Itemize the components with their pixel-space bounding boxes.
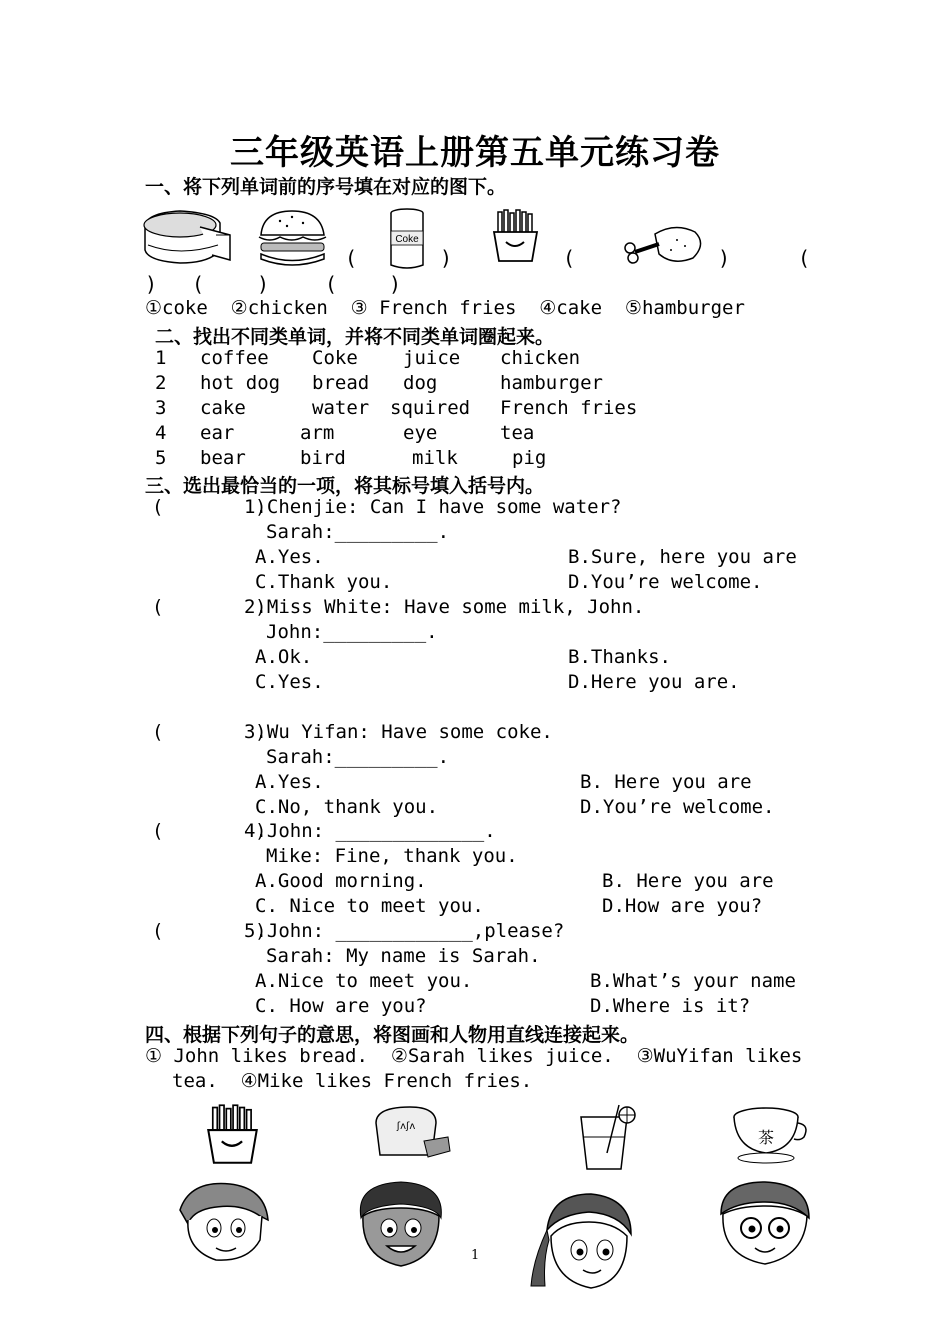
- word-option[interactable]: ear: [200, 422, 235, 444]
- page-title: 三年级英语上册第五单元练习卷: [230, 133, 720, 173]
- word-option[interactable]: eye: [403, 422, 438, 444]
- answer-bracket-open: (: [345, 246, 358, 270]
- response-line: Sarah:_________.: [266, 746, 450, 768]
- question-text: 2.Miss White: Have some milk, John.: [244, 596, 645, 618]
- option-a: A.Good morning.: [255, 870, 427, 892]
- hamburger-picture: [255, 207, 330, 270]
- question-text: 4.John: _____________.: [244, 820, 496, 842]
- answer-bracket-close: ): [145, 272, 158, 296]
- coke-label: Coke: [395, 234, 419, 245]
- girl-face-sarah: [527, 1190, 649, 1290]
- question-text: 5.John: ____________,please?: [244, 920, 565, 942]
- answer-bracket[interactable]: ( ): [152, 920, 267, 942]
- answer-bracket[interactable]: ( ): [152, 596, 267, 618]
- section-1-options: ①coke ②chicken ③ French fries ④cake ⑤hamburger: [145, 297, 745, 319]
- answer-bracket-close: ): [257, 272, 270, 296]
- option-d: D.Where is it?: [590, 995, 751, 1017]
- french-fries-picture: [488, 208, 543, 263]
- answer-bracket[interactable]: ( ): [152, 496, 267, 518]
- row-number: 3: [155, 397, 167, 419]
- word-option[interactable]: arm: [300, 422, 335, 444]
- tea-char: 茶: [757, 1128, 775, 1147]
- boy-face-glasses: [715, 1178, 815, 1268]
- word-option[interactable]: water: [312, 397, 370, 419]
- row-number: 4: [155, 422, 167, 444]
- page-number: 1: [471, 1248, 480, 1263]
- answer-bracket-close: ): [389, 272, 402, 296]
- option-b: B.What’s your name: [590, 970, 796, 992]
- question-text: 3.Wu Yifan: Have some coke.: [244, 721, 553, 743]
- bread-picture: [370, 1103, 452, 1161]
- word-option[interactable]: bread: [312, 372, 370, 394]
- answer-bracket-open: (: [798, 246, 811, 270]
- answer-bracket[interactable]: ( ): [152, 820, 267, 842]
- option-a: A.Yes.: [255, 771, 324, 793]
- section-4-sentence-line-1: ① John likes bread. ②Sarah likes juice. ③WuYifan likes: [145, 1045, 803, 1067]
- option-b: B.Thanks.: [568, 646, 671, 668]
- option-b: B. Here you are: [580, 771, 752, 793]
- option-c: C. Nice to meet you.: [255, 895, 484, 917]
- boy-face-john: [170, 1180, 275, 1265]
- option-c: C.No, thank you.: [255, 796, 439, 818]
- option-a: A.Ok.: [255, 646, 313, 668]
- option-c: C.Yes.: [255, 671, 324, 693]
- word-option[interactable]: squired: [390, 397, 471, 419]
- cake-picture: [140, 205, 235, 270]
- row-number: 5: [155, 447, 167, 469]
- row-number: 2: [155, 372, 167, 394]
- chicken-leg-picture: [615, 222, 707, 270]
- word-option[interactable]: chicken: [500, 347, 581, 369]
- response-line: Sarah:_________.: [266, 521, 450, 543]
- answer-bracket[interactable]: ( ): [152, 721, 267, 743]
- word-option[interactable]: French fries: [500, 397, 638, 419]
- option-d: D.You’re welcome.: [580, 796, 775, 818]
- section-3-heading: 三、选出最恰当的一项，将其标号填入括号内。: [145, 475, 545, 497]
- word-option[interactable]: cake: [200, 397, 246, 419]
- word-option[interactable]: tea: [500, 422, 535, 444]
- coke-picture: [388, 207, 426, 272]
- word-option[interactable]: coffee: [200, 347, 269, 369]
- bread-label: ʃʌʃʌ: [396, 1121, 416, 1132]
- row-number: 1: [155, 347, 167, 369]
- option-a: A.Yes.: [255, 546, 324, 568]
- word-option[interactable]: hamburger: [500, 372, 603, 394]
- section-1-heading: 一、将下列单词前的序号填在对应的图下。: [145, 176, 507, 198]
- word-option[interactable]: Coke: [312, 347, 358, 369]
- response-line: Mike: Fine, thank you.: [266, 845, 518, 867]
- juice-picture: [575, 1103, 637, 1173]
- response-line: Sarah: My name is Sarah.: [266, 945, 541, 967]
- word-option[interactable]: pig: [512, 447, 547, 469]
- option-a: A.Nice to meet you.: [255, 970, 473, 992]
- option-d: D.Here you are.: [568, 671, 740, 693]
- option-c: C.Thank you.: [255, 571, 393, 593]
- option-b: B.Sure, here you are: [568, 546, 797, 568]
- word-option[interactable]: juice: [403, 347, 461, 369]
- word-option[interactable]: hot dog: [200, 372, 281, 394]
- word-option[interactable]: dog: [403, 372, 438, 394]
- word-option[interactable]: bear: [200, 447, 246, 469]
- answer-bracket-open: (: [563, 246, 576, 270]
- option-b: B. Here you are: [602, 870, 774, 892]
- section-4-heading: 四、根据下列句子的意思，将图画和人物用直线连接起来。: [145, 1024, 640, 1046]
- answer-bracket-close: ): [440, 246, 453, 270]
- boy-face-curly: [355, 1178, 447, 1273]
- option-d: D.You’re welcome.: [568, 571, 763, 593]
- option-d: D.How are you?: [602, 895, 763, 917]
- response-line: John:_________.: [266, 621, 438, 643]
- answer-bracket-open: (: [325, 272, 338, 296]
- tea-cup-picture: [728, 1103, 810, 1165]
- word-option[interactable]: bird: [300, 447, 346, 469]
- answer-bracket-close: ): [718, 246, 731, 270]
- section-4-sentence-line-2: tea. ④Mike likes French fries.: [172, 1070, 533, 1092]
- answer-bracket-open: (: [192, 272, 205, 296]
- option-c: C. How are you?: [255, 995, 427, 1017]
- question-text: 1.Chenjie: Can I have some water?: [244, 496, 622, 518]
- section-2-heading: 二、找出不同类单词，并将不同类单词圈起来。: [155, 326, 555, 348]
- french-fries-picture: [200, 1103, 265, 1165]
- word-option[interactable]: milk: [412, 447, 458, 469]
